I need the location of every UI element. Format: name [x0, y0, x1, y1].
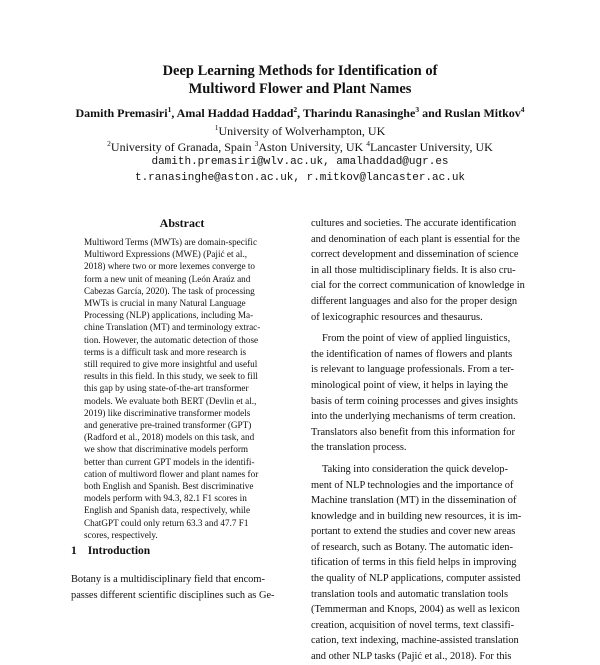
text-line: knowledge and in building new resources, it is im-	[311, 510, 522, 522]
author-sep-1: ,	[171, 106, 177, 120]
aff3-sup: 3	[254, 139, 259, 148]
abstract-line: this gap by using state-of-the-art transformer	[84, 383, 249, 394]
paragraph-3	[311, 462, 535, 665]
abstract-line: terms is a difficult task and more research is	[84, 346, 247, 357]
section-heading-introduction	[71, 545, 150, 557]
emails-line-2: t.ranasinghe@aston.ac.uk, r.mitkov@lancaster.ac.uk	[134, 172, 466, 184]
abstract-line: and generative pre-trained transformer (GPT)	[84, 420, 252, 431]
abstract-line: results in this field. In this study, we seek to fill	[84, 371, 258, 382]
author-sep-2: ,	[297, 106, 303, 120]
abstract-line: better than current GPT models in the identifi-	[84, 456, 255, 467]
author-and: and	[419, 106, 445, 120]
affiliation-4: Lancaster University, UK	[369, 140, 493, 154]
text-line: different languages and also for the proper design	[311, 295, 518, 307]
abstract-line: Multiword Terms (MWTs) are domain-specific	[84, 237, 258, 247]
author-3-sup: 3	[415, 105, 420, 114]
text-line: cation, text indexing, machine-assisted translation	[311, 635, 519, 647]
abstract-line: Multiword Expressions (MWE) (Pajić et al.,	[84, 249, 248, 260]
text-line: Machine translation (MT) in the dissemination of	[311, 495, 517, 507]
text-line: into the underlying mechanisms of term creation.	[311, 411, 516, 423]
author-2-sup: 2	[293, 105, 298, 114]
text-line: portant to extend the studies and cover new areas	[311, 526, 516, 538]
paragraph-2	[311, 331, 535, 456]
text-line: cial for the correct communication of knowledge in	[311, 280, 525, 292]
text-line: and denomination of each plant is essential for the	[311, 233, 520, 245]
author-1: Damith Premasiri	[75, 106, 168, 120]
affiliation-line-1	[0, 124, 600, 139]
aff2-sup: 2	[107, 139, 111, 148]
abstract-line: ChatGPT could only return 63.3 and 47.7 F1	[84, 517, 249, 528]
abstract-line: models perform with 94.3, 82.1 F1 scores in	[84, 493, 247, 504]
abstract-line: scores, respectively.	[84, 529, 158, 540]
section-number: 1	[71, 545, 77, 557]
text-line: ment of NLP technologies and the importance of	[311, 479, 514, 491]
affiliation-1: University of Wolverhampton, UK	[218, 124, 386, 138]
abstract-heading: Abstract	[159, 216, 205, 230]
aff4-sup: 4	[366, 139, 370, 148]
abstract-line: we show that discriminative models perform	[84, 444, 249, 455]
section-title: Introduction	[87, 545, 151, 557]
abstract-line: (Radford et al., 2018) models on this task, and	[84, 432, 255, 443]
text-line: cultures and societies. The accurate identification	[311, 218, 517, 229]
abstract-line: tion. However, the automatic detection of those	[84, 334, 259, 345]
abstract-line: Processing (NLP) applications, including Ma-	[84, 310, 254, 321]
author-1-sup: 1	[167, 105, 172, 114]
abstract-body	[84, 236, 280, 541]
text-line: creation, acquisition of novel terms, text classifi-	[311, 619, 515, 631]
abstract-line: both English and Spanish. Best discriminative	[84, 481, 254, 492]
abstract-line: cation of multiword flower and plant names for	[84, 468, 259, 479]
paragraph-1	[311, 216, 535, 325]
abstract-line: form a new unit of meaning (León Araúz and	[84, 273, 251, 284]
author-list	[0, 106, 600, 121]
text-line: Taking into consideration the quick develop-	[322, 463, 508, 475]
text-line: in all those multidisciplinary fields. It is also cru-	[311, 264, 516, 276]
text-line: tification of terms in this field helps in improving	[311, 557, 517, 569]
intro-left-body	[71, 572, 295, 603]
paper-title-line-1: Deep Learning Methods for Identification of	[162, 63, 438, 79]
author-2: Amal Haddad Haddad	[176, 106, 294, 120]
abstract-line: chine Translation (MT) and terminology extrac-	[84, 322, 261, 333]
text-line: the quality of NLP applications, computer assisted	[311, 573, 521, 585]
intro-line: Botany is a multidisciplinary field that encom-	[71, 574, 265, 585]
author-4-sup: 4	[520, 105, 525, 114]
affiliation-line-2	[0, 140, 600, 155]
text-line: the identification of names of flowers and plants	[311, 348, 513, 360]
paper-title-line-2: Multiword Flower and Plant Names	[188, 81, 412, 97]
text-line: of research, such as Botany. The automatic iden-	[311, 541, 513, 553]
text-line: basis of term coining processes and gives insights	[311, 395, 518, 407]
text-line: minological point of view, it helps in laying the	[311, 379, 509, 391]
abstract-line: models. We evaluate both BERT (Devlin et al.,	[84, 395, 257, 406]
text-line: (Temmerman and Knops, 2004) as well as lexicon	[311, 604, 520, 616]
author-4: Ruslan Mitkov	[444, 106, 521, 120]
abstract-line: 2019) like discriminative transformer models	[84, 407, 251, 418]
text-line: From the point of view of applied linguistics,	[322, 333, 511, 345]
abstract-line: 2018) where two or more lexemes converge to	[84, 261, 256, 272]
affiliation-2: University of Granada, Spain	[110, 140, 252, 154]
text-line: of lexicographic resources and thesaurus.	[311, 311, 483, 323]
abstract-line: Cabezas García, 2020). The task of processing	[84, 285, 255, 296]
intro-line: passes different scientific disciplines such as Ge-	[71, 589, 275, 601]
text-line: Translators also benefit from this information for	[311, 426, 515, 438]
abstract-line: MWTs is crucial in many Natural Language	[84, 298, 246, 309]
right-column-body	[311, 216, 535, 665]
aff1-sup: 1	[214, 123, 219, 132]
text-line: and other NLP tasks (Pajić et al., 2018). For this	[311, 651, 512, 663]
affiliation-3: Aston University, UK	[258, 140, 364, 154]
abstract-line: still required to give more insightful and useful	[84, 359, 258, 370]
author-3: Tharindu Ranasinghe	[302, 106, 416, 120]
text-line: is relevant to language professionals. From a ter-	[311, 364, 514, 376]
text-line: the translation process.	[311, 442, 407, 454]
text-line: correct development and dissemination of science	[311, 249, 519, 261]
abstract-line: English and Spanish data, respectively, while	[84, 505, 251, 516]
emails-line-1: damith.premasiri@wlv.ac.uk, amalhaddad@ugr.es	[151, 156, 449, 168]
text-line: translation tools and automatic translation tools	[311, 588, 509, 600]
